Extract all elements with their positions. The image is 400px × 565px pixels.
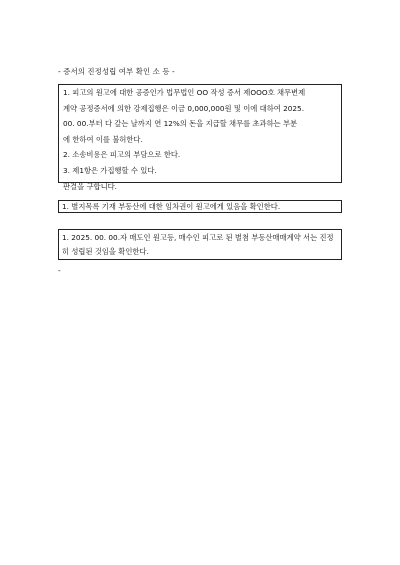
- claim-line-3: 00. 00.부터 다 갚는 날까지 연 12%의 돈을 지급할 채무를 초과하는 부분: [63, 119, 298, 129]
- claim-line-7: 판결을 구합니다.: [63, 181, 117, 191]
- claim-box-contract-authenticity: [58, 229, 342, 260]
- claim-line-1: 1. 피고의 원고에 대한 공증인가 법무법인 OO 작성 증서 제OOO호 채무변제: [63, 88, 306, 97]
- claim-box-execution-objection: [58, 84, 342, 191]
- claim-box-lease-right: 1. 별지목록 기재 부동산에 대한 임차권이 원고에게 있음을 확인한다.: [58, 200, 342, 213]
- claim-line-2: 계약 공정증서에 의한 강제집행은 이금 0,000,000원 및 이에 대하여 2025.: [63, 103, 305, 113]
- claim-line-6: 3. 제1항은 가집행할 수 있다.: [63, 165, 157, 175]
- contract-line-2: 서는 진정히 성립된 것임을 확인한다.: [62, 233, 334, 256]
- trailing-dash: -: [58, 266, 61, 275]
- claim-line-4: 에 한하여 이를 불허한다.: [63, 134, 143, 144]
- page-title: - 증서의 진정성립 여부 확인 소 등 -: [58, 67, 175, 76]
- contract-line-1: 1. 2025. 00. 00.자 매도인 원고등, 매수인 피고로 된 별첨 부동산매매계약: [62, 233, 301, 242]
- claim-line-5: 2. 소송비용은 피고의 부담으로 한다.: [63, 150, 181, 160]
